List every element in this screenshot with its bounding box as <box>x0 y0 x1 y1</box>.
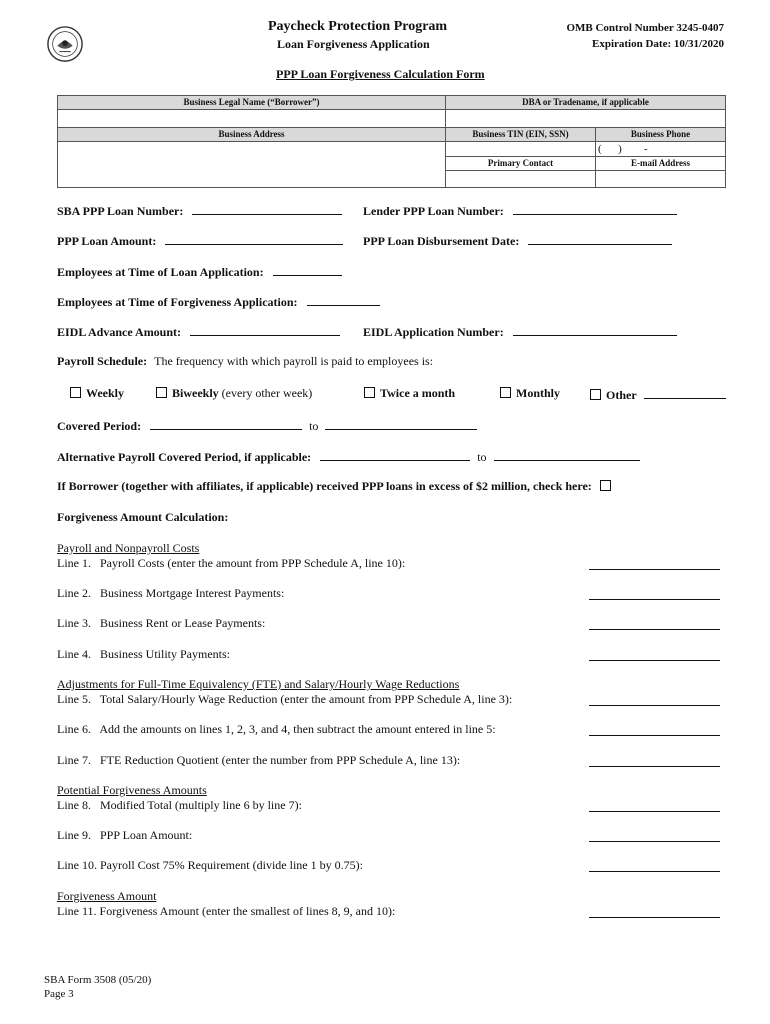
line-1-input[interactable] <box>589 556 720 570</box>
dba-header: DBA or Tradename, if applicable <box>446 96 726 110</box>
page-number: Page 3 <box>44 988 74 1000</box>
line-3-label: Line 3. Business Rent or Lease Payments: <box>57 616 266 630</box>
section-payroll-nonpayroll: Payroll and Nonpayroll Costs <box>57 541 200 555</box>
employees-forgiveness-row <box>57 293 380 310</box>
twice-month-label: Twice a month <box>380 386 456 400</box>
employees-application-row <box>57 263 342 280</box>
loan-amount-label: PPP Loan Amount: <box>57 234 157 248</box>
phone-header: Business Phone <box>596 128 726 142</box>
line-8-label: Line 8. Modified Total (multiply line 6 by line 7): <box>57 798 302 812</box>
loan-amount-row <box>57 232 343 249</box>
line-9-label: Line 9. PPP Loan Amount: <box>57 828 193 842</box>
employees-forgiveness-label: Employees at Time of Forgiveness Application: <box>57 295 298 309</box>
expiration-date: Expiration Date: 10/31/2020 <box>592 38 724 50</box>
lender-loan-number-row <box>363 202 677 219</box>
line-4-input[interactable] <box>589 647 720 661</box>
payroll-schedule-row <box>57 354 433 369</box>
line-4-label: Line 4. Business Utility Payments: <box>57 647 230 661</box>
covered-period-row <box>57 417 477 434</box>
form-number: SBA Form 3508 (05/20) <box>44 974 152 986</box>
other-checkbox[interactable] <box>590 389 601 400</box>
line-7-input[interactable] <box>589 753 720 767</box>
email-header: E-mail Address <box>596 157 726 171</box>
line-3-input[interactable] <box>589 616 720 630</box>
monthly-option[interactable] <box>500 386 560 401</box>
other-input[interactable] <box>644 386 726 399</box>
twice-month-checkbox[interactable] <box>364 387 375 398</box>
form-title: PPP Loan Forgiveness Calculation Form <box>276 67 485 81</box>
line-10-label: Line 10. Payroll Cost 75% Requirement (divide line 1 by 0.75): <box>57 858 363 872</box>
twice-month-option[interactable] <box>364 386 455 401</box>
eidl-number-input[interactable] <box>513 323 677 336</box>
primary-contact-field[interactable] <box>446 171 596 188</box>
eidl-advance-row <box>57 323 340 340</box>
section-forgiveness: Forgiveness Amount <box>57 889 157 903</box>
alt-covered-period-to: to <box>477 450 487 464</box>
primary-contact-header: Primary Contact <box>446 157 596 171</box>
borrower-info-table <box>57 95 726 188</box>
line-11-input[interactable] <box>589 904 720 918</box>
other-label: Other <box>606 388 637 402</box>
application-subtitle: Loan Forgiveness Application <box>277 37 430 51</box>
tin-field[interactable] <box>446 142 596 157</box>
line-1-label: Line 1. Payroll Costs (enter the amount from PPP Schedule A, line 10): <box>57 556 406 570</box>
loan-amount-input[interactable] <box>165 232 343 245</box>
employees-application-input[interactable] <box>273 263 342 276</box>
dba-field[interactable] <box>446 110 726 128</box>
line-6-input[interactable] <box>589 722 720 736</box>
omb-control-number: OMB Control Number 3245-0407 <box>566 22 724 34</box>
phone-field[interactable]: ( ) - <box>596 142 726 157</box>
eidl-number-row <box>363 323 677 340</box>
address-header: Business Address <box>58 128 446 142</box>
sba-loan-number-label: SBA PPP Loan Number: <box>57 204 184 218</box>
section-potential: Potential Forgiveness Amounts <box>57 783 207 797</box>
monthly-label: Monthly <box>516 386 561 400</box>
line-10-input[interactable] <box>589 858 720 872</box>
section-adjustments: Adjustments for Full-Time Equivalency (FTE) and Salary/Hourly Wage Reductions <box>57 677 460 691</box>
covered-period-label: Covered Period: <box>57 419 142 433</box>
sba-loan-number-row <box>57 202 342 219</box>
employees-application-label: Employees at Time of Loan Application: <box>57 265 264 279</box>
covered-period-start-input[interactable] <box>150 417 302 430</box>
biweekly-option[interactable] <box>156 386 312 401</box>
disbursement-date-label: PPP Loan Disbursement Date: <box>363 234 520 248</box>
disbursement-date-row <box>363 232 672 249</box>
line-5-input[interactable] <box>589 692 720 706</box>
weekly-option[interactable] <box>70 386 124 401</box>
payroll-schedule-label: Payroll Schedule: <box>57 354 148 368</box>
line-7-label: Line 7. FTE Reduction Quotient (enter the number from PPP Schedule A, line 13): <box>57 753 461 767</box>
two-million-label: If Borrower (together with affiliates, if applicable) received PPP loans in excess of $2 million, check here: <box>57 479 592 493</box>
line-5-label: Line 5. Total Salary/Hourly Wage Reduction (enter the amount from PPP Schedule A, line 3): <box>57 692 513 706</box>
eidl-advance-input[interactable] <box>190 323 340 336</box>
monthly-checkbox[interactable] <box>500 387 511 398</box>
legal-name-header: Business Legal Name (“Borrower”) <box>58 96 446 110</box>
lender-loan-number-label: Lender PPP Loan Number: <box>363 204 504 218</box>
covered-period-end-input[interactable] <box>325 417 477 430</box>
eidl-advance-label: EIDL Advance Amount: <box>57 325 182 339</box>
legal-name-field[interactable] <box>58 110 446 128</box>
other-option[interactable] <box>590 386 726 403</box>
employees-forgiveness-input[interactable] <box>307 293 380 306</box>
weekly-label: Weekly <box>86 386 124 400</box>
calculation-title: Forgiveness Amount Calculation: <box>57 510 229 524</box>
line-6-label: Line 6. Add the amounts on lines 1, 2, 3, and 4, then subtract the amount entered in line 5: <box>57 722 496 736</box>
program-title: Paycheck Protection Program <box>268 19 448 34</box>
weekly-checkbox[interactable] <box>70 387 81 398</box>
address-field[interactable] <box>58 142 446 188</box>
biweekly-note: (every other week) <box>221 386 313 400</box>
line-11-label: Line 11. Forgiveness Amount (enter the smallest of lines 8, 9, and 10): <box>57 904 396 918</box>
alt-covered-period-row <box>57 448 640 465</box>
tin-header: Business TIN (EIN, SSN) <box>446 128 596 142</box>
email-field[interactable] <box>596 171 726 188</box>
lender-loan-number-input[interactable] <box>513 202 677 215</box>
line-2-label: Line 2. Business Mortgage Interest Payments: <box>57 586 285 600</box>
line-2-input[interactable] <box>589 586 720 600</box>
two-million-row <box>57 479 616 494</box>
disbursement-date-input[interactable] <box>528 232 672 245</box>
alt-covered-period-end-input[interactable] <box>494 448 640 461</box>
payroll-schedule-text: The frequency with which payroll is paid to employees is: <box>154 354 434 368</box>
line-9-input[interactable] <box>589 828 720 842</box>
alt-covered-period-label: Alternative Payroll Covered Period, if applicable: <box>57 450 312 464</box>
sba-seal-logo <box>46 25 84 63</box>
covered-period-to: to <box>309 419 319 433</box>
sba-loan-number-input[interactable] <box>192 202 342 215</box>
biweekly-checkbox[interactable] <box>156 387 167 398</box>
line-8-input[interactable] <box>589 798 720 812</box>
eidl-number-label: EIDL Application Number: <box>363 325 504 339</box>
biweekly-label: Biweekly <box>172 386 219 400</box>
alt-covered-period-start-input[interactable] <box>320 448 470 461</box>
two-million-checkbox[interactable] <box>600 480 611 491</box>
